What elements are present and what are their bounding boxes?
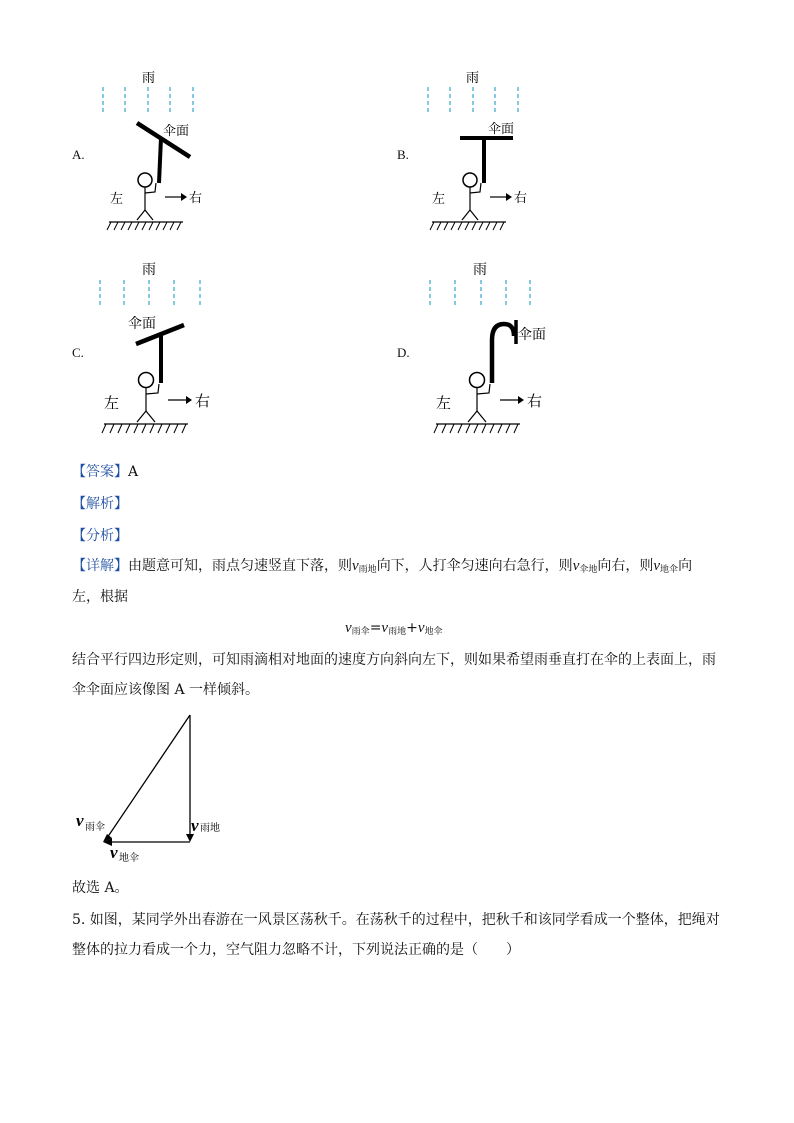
option-d-label: D. — [397, 345, 410, 360]
left-label: 左 — [104, 394, 120, 412]
figure-option-a — [95, 65, 225, 245]
question5-line2: 整体的拉力看成一个力，空气阻力忽略不计，下列说法正确的是（ ） — [72, 942, 520, 958]
question5-line1: 5. 如图，某同学外出春游在一风景区荡秋千。在荡秋千的过程中，把秋千和该同学看成一个整体，把绳对 — [72, 912, 720, 928]
vector-triangle-diagram — [72, 710, 252, 870]
option-c-label: C. — [72, 345, 84, 360]
right-label: 右 — [527, 392, 543, 410]
left-label: 左 — [436, 394, 452, 412]
right-label: 右 — [514, 191, 528, 206]
v-ground-umbrella-symbol: v — [110, 843, 118, 862]
right-label: 右 — [195, 392, 211, 410]
answer-value: A — [128, 464, 139, 480]
detail-tag: 【详解】 — [72, 558, 128, 574]
rain-label: 雨 — [473, 262, 487, 278]
detail-paragraph-line2: 左，根据 — [72, 589, 128, 605]
figure-option-d — [420, 258, 570, 448]
rain-label: 雨 — [466, 71, 480, 86]
v-rain-umbrella-symbol: v — [76, 811, 84, 830]
left-label: 左 — [432, 192, 446, 207]
figure-option-c — [92, 258, 232, 448]
umbrella-label: 伞面 — [518, 327, 546, 343]
analysis-tag: 【解析】 — [72, 496, 128, 512]
conclusion-line1: 结合平行四边形定则，可知雨滴相对地面的速度方向斜向左下，则如果希望雨垂直打在伞的上表面上，雨 — [72, 652, 716, 668]
v-rain-ground-symbol: v — [191, 816, 199, 835]
right-label: 右 — [189, 191, 203, 206]
detail-paragraph-line1: 【详解】由题意可知，雨点匀速竖直下落，则$v_{雨地}$向下，人打伞匀速向右急行，则$v_{伞地}$向右，则$v_{地伞}$向 — [72, 558, 693, 575]
v-rain-ground-sub: 雨地 — [200, 823, 220, 834]
left-label: 左 — [110, 192, 124, 207]
rain-label: 雨 — [142, 71, 156, 86]
answer-line — [72, 462, 138, 482]
fenxi-tag: 【分析】 — [72, 528, 128, 544]
umbrella-label: 伞面 — [488, 122, 515, 137]
conclusion-line2: 伞伞面应该像图 A 一样倾斜。 — [72, 682, 260, 698]
v-rain-umbrella-sub: 雨伞 — [85, 822, 105, 833]
umbrella-label: 伞面 — [163, 124, 190, 139]
select-answer: 故选 A。 — [72, 880, 129, 896]
velocity-formula: $v_{雨伞}=v_{雨地}+v_{地伞}$ — [345, 620, 443, 637]
v-ground-umbrella-sub: 地伞 — [119, 853, 139, 864]
option-a-label: A. — [72, 147, 85, 162]
umbrella-label: 伞面 — [128, 316, 156, 332]
rain-label: 雨 — [142, 262, 156, 278]
figure-option-b — [420, 65, 550, 245]
option-b-label: B. — [397, 147, 409, 162]
answer-tag: 【答案】 — [72, 464, 128, 480]
